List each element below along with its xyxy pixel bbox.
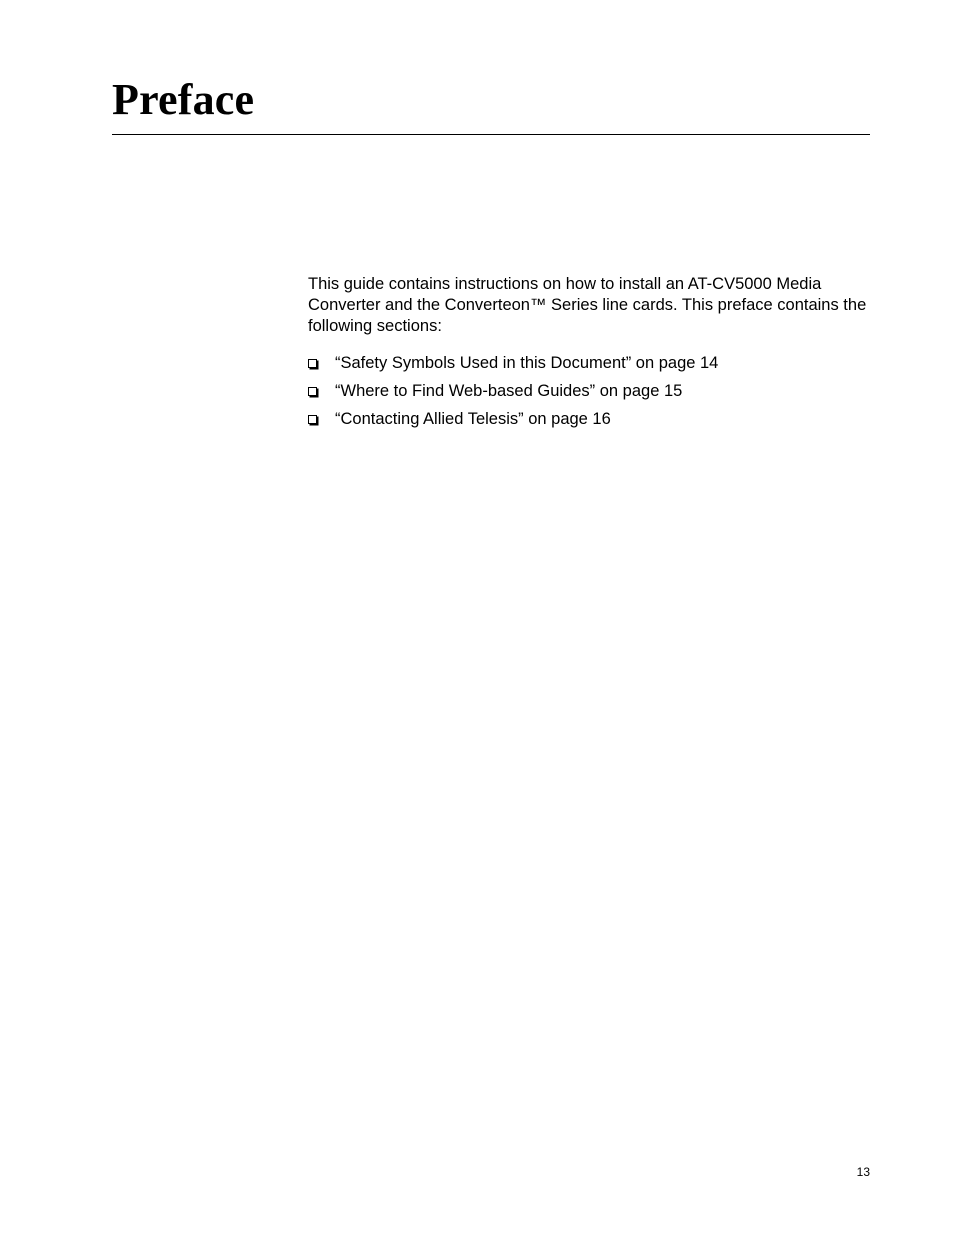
page-number: 13: [856, 1165, 870, 1179]
checkbox-bullet-icon: [308, 387, 317, 396]
list-item: [308, 408, 718, 436]
checkbox-bullet-icon: [308, 415, 317, 424]
title-divider: [112, 134, 870, 135]
intro-paragraph: This guide contains instructions on how to install an AT-CV5000 Media Converter and the Converteon™ Series line cards. This preface contains the following sections:: [308, 275, 867, 335]
list-item: [308, 352, 718, 380]
list-item: [308, 380, 718, 408]
section-link-web-guides[interactable]: “Where to Find Web-based Guides” on page 15: [335, 382, 683, 400]
section-link-safety-symbols[interactable]: “Safety Symbols Used in this Document” on page 14: [335, 354, 719, 372]
checkbox-bullet-icon: [308, 359, 317, 368]
section-link-contacting[interactable]: “Contacting Allied Telesis” on page 16: [335, 410, 611, 428]
section-list: [308, 352, 718, 436]
page-title: Preface: [112, 75, 255, 124]
